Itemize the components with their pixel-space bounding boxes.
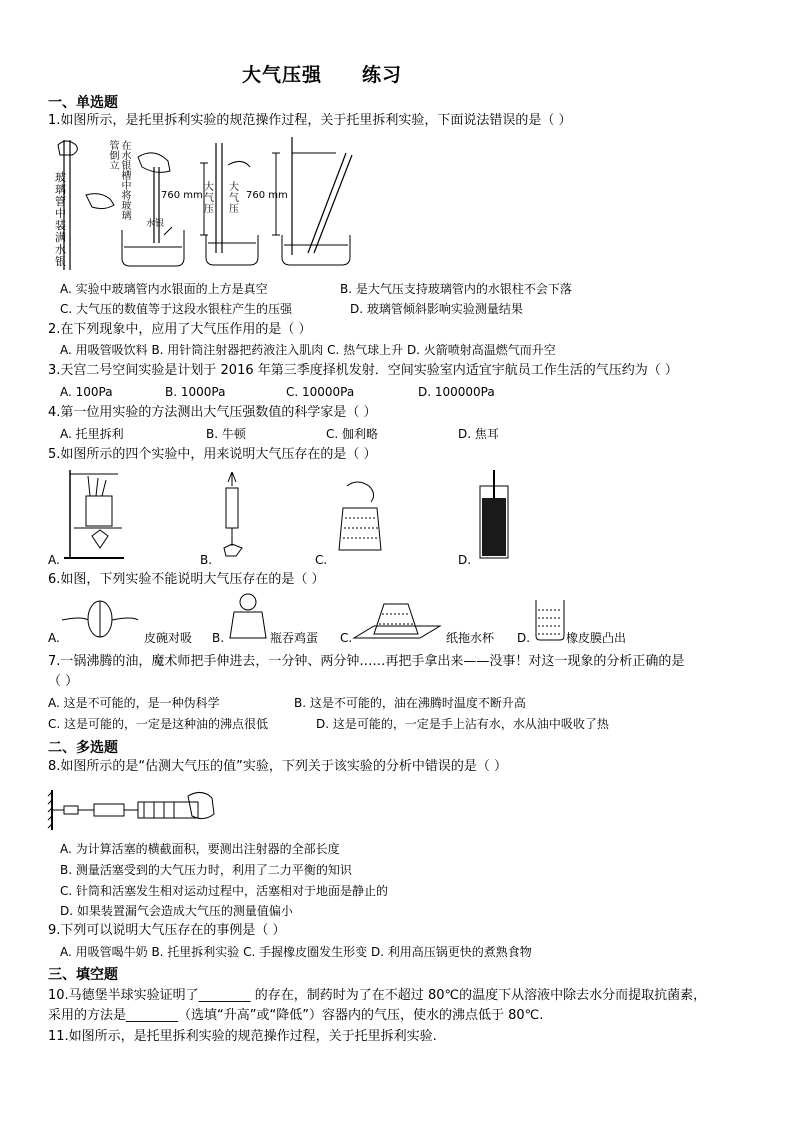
q7-option-b[interactable]: B. 这是不可能的，油在沸腾时温度不断升高 <box>294 696 526 710</box>
question-10-line-2: 采用的方法是________（选填“升高”或“降低”）容器内的气压，使水的沸点低于 80℃. <box>48 1008 544 1023</box>
figure-label-mercury: 水银 <box>146 219 165 229</box>
q8-option-b[interactable]: B. 测量活塞受到的大气压力时，利用了二力平衡的知识 <box>60 863 352 877</box>
q5-figure-c <box>335 480 385 555</box>
q6-label-a[interactable]: A. <box>48 631 60 645</box>
question-5-stem: 5.如图所示的四个实验中，用来说明大气压存在的是（ ） <box>48 447 377 462</box>
q5-figure-b <box>212 470 252 565</box>
figure-label-atm-2: 大气压 <box>229 182 239 215</box>
q6-label-b[interactable]: B. <box>212 631 225 645</box>
figure-label-invert: 在水银槽中将玻璃管倒立 <box>107 140 130 220</box>
section-heading-fill-in: 三、填空题 <box>48 967 118 983</box>
figure-label-tube-filled: 玻璃管中装满水银 <box>55 171 66 268</box>
q1-option-a[interactable]: A. 实验中玻璃管内水银面的上方是真空 <box>60 282 268 296</box>
q4-option-b[interactable]: B. 牛顿 <box>206 427 246 441</box>
question-3-stem: 3.天宫二号空间实验是计划于 2016 年第三季度择机发射．空间实验室内适宜宇航员工作生活的气压约为（ ） <box>48 363 678 378</box>
question-7-stem: 7.一锅沸腾的油，魔术师把手伸进去，一分钟、两分钟……再把手拿出来——没事！对这一现象的分析正确的是 <box>48 654 685 669</box>
q8-option-d[interactable]: D. 如果装置漏气会造成大气压的测量值偏小 <box>60 904 293 918</box>
question-10-line-1: 10.马德堡半球实验证明了________ 的存在，制药时为了在不超过 80℃的温度下从溶液中除去水分而提取抗菌素， <box>48 988 707 1003</box>
q5-figure-a <box>62 466 132 566</box>
q5-label-c[interactable]: C. <box>315 553 328 567</box>
q2-options[interactable]: A. 用吸管吸饮料 B. 用针筒注射器把药液注入肌肉 C. 热气球上升 D. 火箭喷射高温燃气而升空 <box>60 343 556 357</box>
q6-label-d[interactable]: D. <box>517 631 531 645</box>
q8-option-a[interactable]: A. 为计算活塞的横截面积，要测出注射器的全部长度 <box>60 842 340 856</box>
q3-option-a[interactable]: A. 100Pa <box>60 385 113 399</box>
page-title: 大气压强 练习 <box>242 64 403 86</box>
q6-figure-d <box>533 598 567 643</box>
q1-option-d[interactable]: D. 玻璃管倾斜影响实验测量结果 <box>350 302 523 316</box>
q7-option-c[interactable]: C. 这是可能的，一定是这种油的沸点很低 <box>48 717 269 731</box>
q6-caption-a: 皮碗对吸 <box>144 631 193 645</box>
q3-option-d[interactable]: D. 100000Pa <box>418 385 495 399</box>
question-8-stem: 8.如图所示的是“估测大气压的值”实验，下列关于该实验的分析中错误的是（ ） <box>48 759 508 774</box>
question-6-stem: 6.如图，下列实验不能说明大气压存在的是（ ） <box>48 572 325 587</box>
q7-option-d[interactable]: D. 这是可能的，一定是手上沾有水，水从油中吸收了热 <box>316 717 609 731</box>
q6-figure-b <box>226 592 270 642</box>
q4-option-a[interactable]: A. 托里拆利 <box>60 427 124 441</box>
q3-option-b[interactable]: B. 1000Pa <box>165 385 226 399</box>
q3-option-c[interactable]: C. 10000Pa <box>286 385 355 399</box>
section-heading-multi-choice: 二、多选题 <box>48 740 118 756</box>
question-11-stem: 11.如图所示，是托里拆利实验的规范操作过程，关于托里拆利实验. <box>48 1029 437 1044</box>
question-2-stem: 2.在下列现象中，应用了大气压作用的是（ ） <box>48 322 312 337</box>
q6-caption-c: 纸拖水杯 <box>446 631 495 645</box>
q5-label-b[interactable]: B. <box>200 553 213 567</box>
q5-label-a[interactable]: A. <box>48 553 60 567</box>
q6-caption-b: 瓶吞鸡蛋 <box>270 631 319 645</box>
figure-label-atm-1: 大气压 <box>204 182 214 215</box>
q7-option-a[interactable]: A. 这是不可能的，是一种伪科学 <box>48 696 220 710</box>
q9-options[interactable]: A. 用吸管喝牛奶 B. 托里拆利实验 C. 手握橡皮圈发生形变 D. 利用高压锅更快的煮熟食物 <box>60 945 532 959</box>
q8-option-c[interactable]: C. 针筒和活塞发生相对运动过程中，活塞相对于地面是静止的 <box>60 884 389 898</box>
question-7-stem-bracket: （ ） <box>48 674 79 689</box>
q6-figure-c <box>352 600 442 642</box>
q1-option-b[interactable]: B. 是大气压支持玻璃管内的水银柱不会下落 <box>340 282 572 296</box>
q8-syringe-figure <box>48 786 218 834</box>
q4-option-d[interactable]: D. 焦耳 <box>458 427 499 441</box>
figure-label-760mm-1: 760 mm <box>161 190 203 201</box>
q4-option-c[interactable]: C. 伽利略 <box>326 427 379 441</box>
q6-figure-a <box>60 598 140 640</box>
q1-option-c[interactable]: C. 大气压的数值等于这段水银柱产生的压强 <box>60 302 293 316</box>
question-4-stem: 4.第一位用实验的方法测出大气压强数值的科学家是（ ） <box>48 405 377 420</box>
question-1-stem: 1.如图所示，是托里拆利实验的规范操作过程，关于托里拆利实验，下面说法错误的是（ ） <box>48 113 572 128</box>
q6-label-c[interactable]: C. <box>340 631 353 645</box>
q5-label-d[interactable]: D. <box>458 553 472 567</box>
figure-label-760mm-2: 760 mm <box>246 190 288 201</box>
q6-caption-d: 橡皮膜凸出 <box>566 631 627 645</box>
question-9-stem: 9.下列可以说明大气压存在的事例是（ ） <box>48 923 286 938</box>
section-heading-single-choice: 一、单选题 <box>48 95 118 111</box>
q5-figure-d <box>474 468 514 563</box>
